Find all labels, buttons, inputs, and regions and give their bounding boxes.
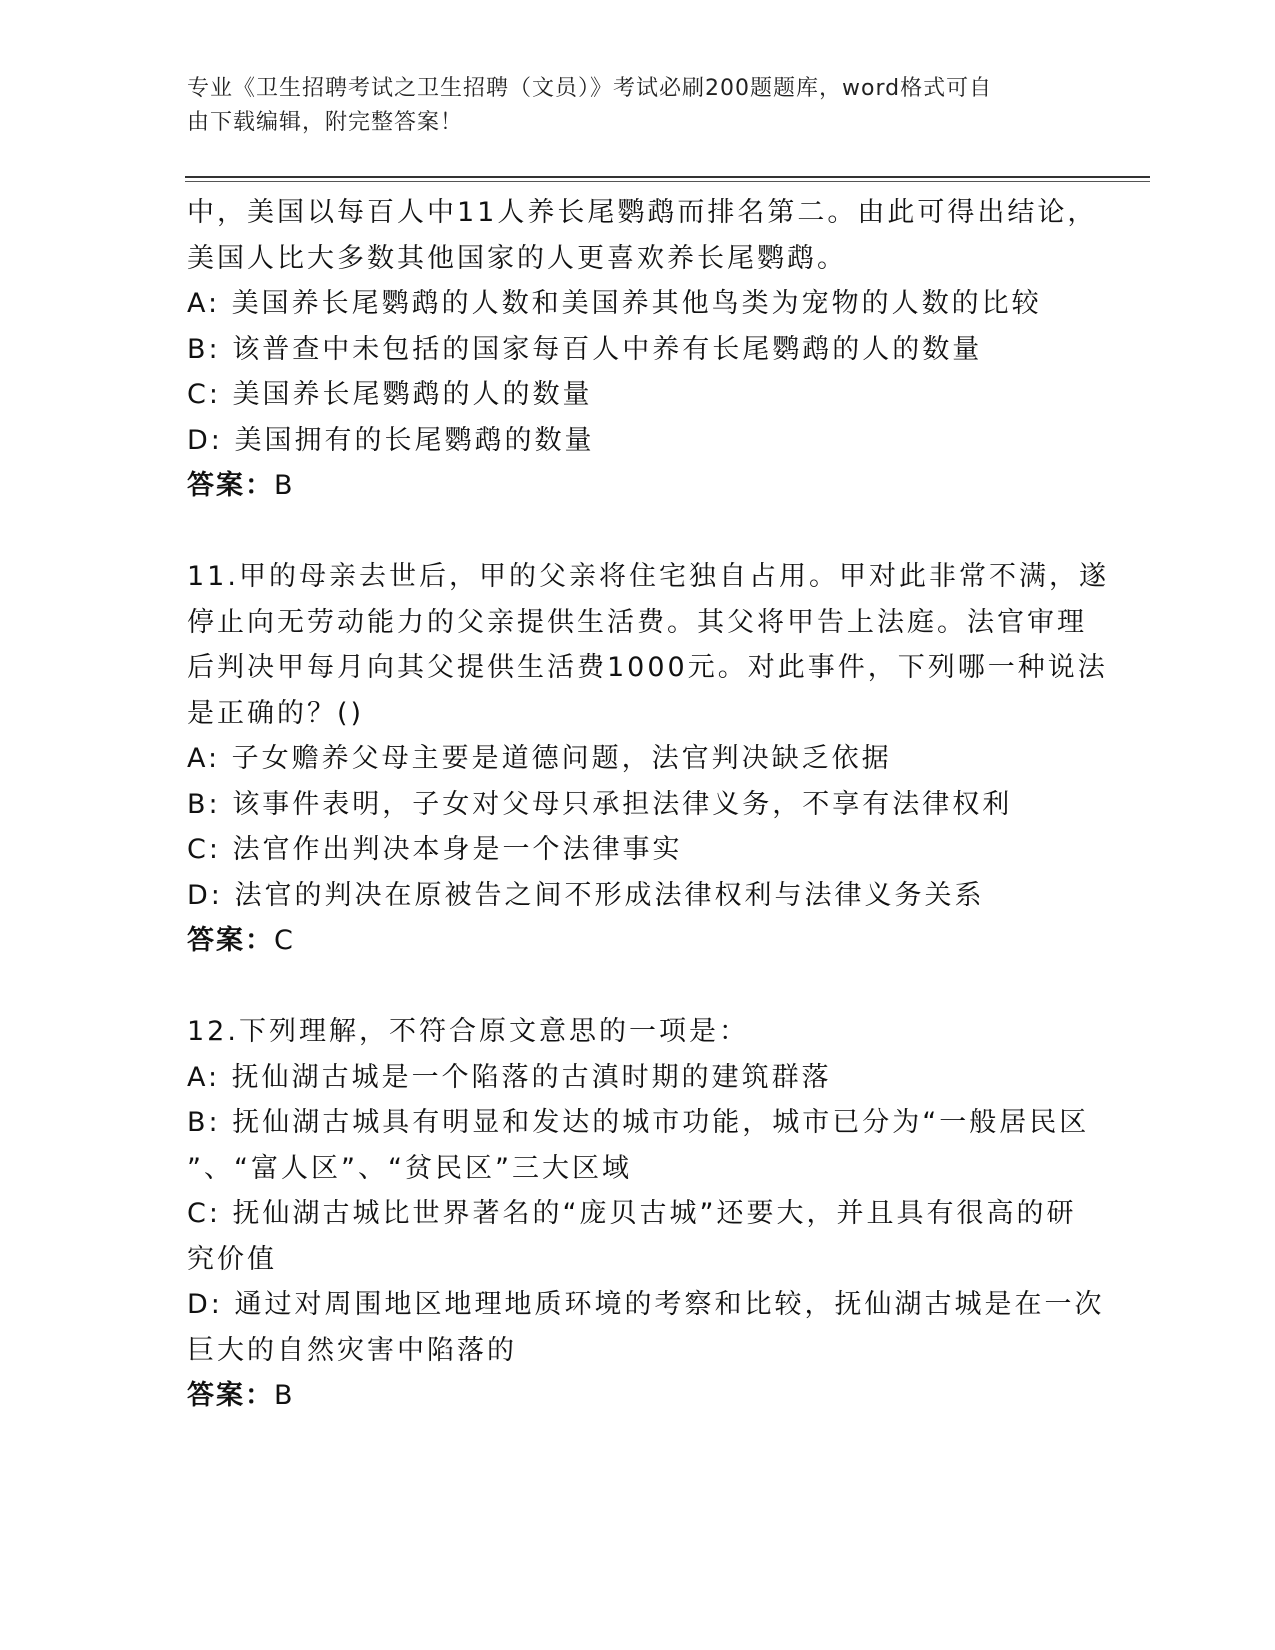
answer [187,1373,1087,1419]
answer [187,463,1087,509]
option-b: B: 该普查中未包括的国家每百人中养有长尾鹦鹉的人的数量 [187,333,983,365]
question-stem-line: 停止向无劳动能力的父亲提供生活费。其父将甲告上法庭。法官审理 [187,606,1087,638]
answer-value: B [274,1380,295,1411]
option-b: B: 该事件表明，子女对父母只承担法律义务，不享有法律权利 [187,788,1013,820]
option-a: A: 美国养长尾鹦鹉的人数和美国养其他鸟类为宠物的人数的比较 [187,288,1042,319]
answer-value: C [274,925,295,956]
header-line: 由下载编辑，附完整答案！ [187,110,464,135]
header-line: 专业《卫生招聘考试之卫生招聘（文员）》考试必刷200题题库，word格式可自 [187,76,993,101]
option-c: C: 抚仙湖古城比世界著名的“庞贝古城”还要大，并且具有很高的研 [187,1198,1077,1229]
option-a: A: 抚仙湖古城是一个陷落的古滇时期的建筑群落 [187,1061,832,1093]
option-c: C: 法官作出判决本身是一个法律事实 [187,834,683,865]
question-stem-line: 12.下列理解，不符合原文意思的一项是： [187,1016,749,1047]
answer-label: 答案： [187,1380,274,1411]
option-c-continued: 究价值 [187,1243,277,1275]
page-header [187,72,1067,140]
question-12 [187,1009,1105,1419]
question-stem-line: 美国人比大多数其他国家的人更喜欢养长尾鹦鹉。 [187,242,847,274]
question-stem-line: 中，美国以每百人中11人养长尾鹦鹉而排名第二。由此可得出结论， [187,197,1098,228]
option-b: B: 抚仙湖古城具有明显和发达的城市功能，城市已分为“一般居民区 [187,1107,1090,1138]
option-b-continued: ”、“富人区”、“贫民区”三大区域 [187,1152,632,1184]
option-d-continued: 巨大的自然灾害中陷落的 [187,1334,517,1366]
question-content [187,190,1109,1419]
question-stem-line: 后判决甲每月向其父提供生活费1000元。对此事件，下列哪一种说法 [187,652,1108,683]
option-c: C: 美国养长尾鹦鹉的人的数量 [187,379,593,410]
header-divider [185,176,1150,178]
question-stem-line: 11.甲的母亲去世后，甲的父亲将住宅独自占用。甲对此非常不满，遂 [187,561,1109,592]
question-continued [187,190,1098,509]
answer-value: B [274,470,295,501]
option-a: A: 子女赡养父母主要是道德问题，法官判决缺乏依据 [187,743,892,774]
answer-label: 答案： [187,470,274,501]
question-11 [187,554,1109,964]
answer-label: 答案： [187,925,274,956]
option-d: D: 通过对周围地区地理地质环境的考察和比较，抚仙湖古城是在一次 [187,1289,1105,1320]
answer [187,918,1087,964]
option-d: D: 美国拥有的长尾鹦鹉的数量 [187,424,595,456]
header-divider [185,181,1150,182]
option-d: D: 法官的判决在原被告之间不形成法律权利与法律义务关系 [187,879,985,911]
question-stem-line: 是正确的？() [187,697,365,729]
